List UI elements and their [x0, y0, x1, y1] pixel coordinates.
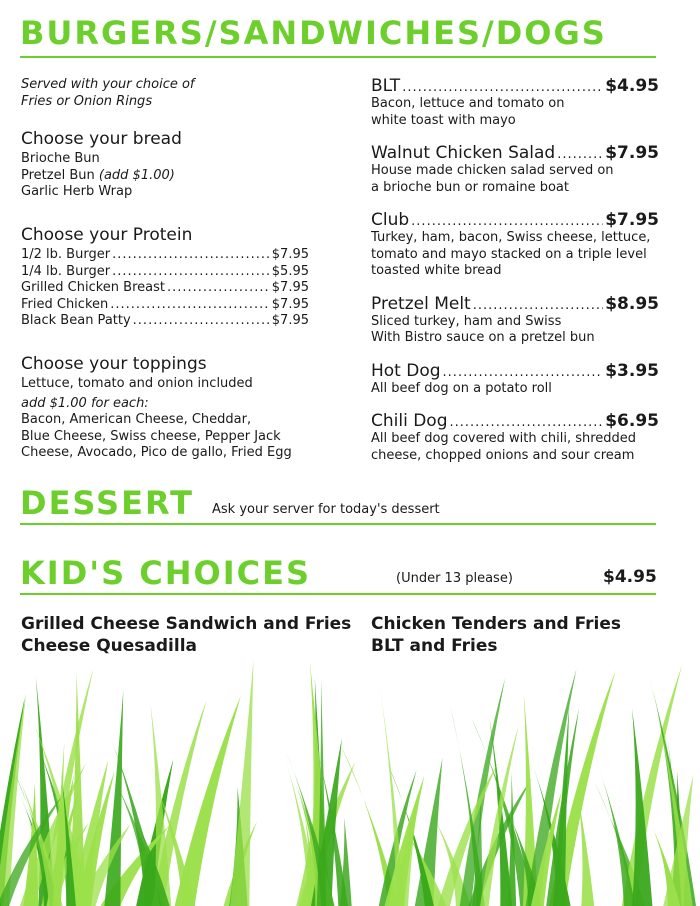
protein-name: 1/2 lb. Burger [21, 247, 111, 262]
menu-item-price: $6.95 [605, 411, 659, 431]
dot-leader [112, 264, 270, 281]
kids-item: BLT and Fries [371, 636, 498, 656]
dot-leader [112, 247, 270, 264]
bread-title: Choose your bread [21, 129, 182, 149]
grass-blade [340, 817, 352, 906]
kids-item: Chicken Tenders and Fries [371, 614, 622, 634]
protein-name: Black Bean Patty [21, 313, 131, 328]
kids-right-list [371, 613, 621, 657]
served-note [21, 77, 195, 110]
dessert-note: Ask your server for today's dessert [212, 502, 440, 517]
dot-leader [411, 214, 603, 229]
kids-price: $4.95 [603, 567, 657, 587]
menu-item-price: $8.95 [605, 293, 659, 314]
menu-item-price: $7.95 [605, 143, 659, 163]
menu-item-desc: Bacon, lettuce and tomato on [371, 96, 565, 111]
grass-blade [578, 796, 594, 906]
bread-item: Garlic Herb Wrap [21, 184, 133, 199]
protein-price: $7.95 [271, 247, 309, 262]
menu-item-desc: House made chicken salad served on [371, 163, 614, 178]
bread-item-note: (add $1.00) [98, 167, 175, 183]
toppings-line: Bacon, American Cheese, Cheddar, [21, 412, 252, 427]
grass-illustration [0, 655, 700, 906]
dot-leader [133, 313, 270, 330]
kids-divider [20, 593, 656, 595]
protein-item [21, 313, 309, 330]
menu-item [371, 76, 659, 129]
menu-item-header [371, 143, 659, 163]
menu-item-price: $7.95 [605, 210, 659, 230]
grass-blade [385, 776, 425, 906]
menu-item-name: Walnut Chicken Salad [371, 143, 556, 163]
bread-section [21, 129, 321, 201]
dot-leader [443, 365, 604, 380]
menu-item-desc: All beef dog covered with chili, shredded [371, 431, 637, 446]
protein-title: Choose your Protein [21, 225, 193, 245]
menu-item-header [371, 294, 659, 314]
menu-item [371, 361, 659, 398]
menu-item [371, 210, 659, 280]
protein-price: $7.95 [271, 313, 309, 328]
protein-name: Fried Chicken [21, 296, 109, 312]
toppings-title: Choose your toppings [21, 354, 207, 374]
served-note-line-2: Fries or Onion Rings [21, 93, 153, 109]
dot-leader [167, 280, 270, 297]
dessert-heading: DESSERT [20, 484, 194, 522]
grass-blade [599, 767, 635, 906]
menu-item-desc: Turkey, ham, bacon, Swiss cheese, lettuce, [371, 230, 651, 245]
burgers-heading: BURGERS/SANDWICHES/DOGS [20, 14, 607, 52]
protein-item [21, 297, 309, 314]
sandwich-list [371, 76, 659, 478]
menu-item-desc: Sliced turkey, ham and Swiss [371, 313, 562, 329]
toppings-section [21, 354, 341, 462]
served-note-line-1: Served with your choice of [21, 77, 195, 92]
menu-item [371, 143, 659, 196]
protein-price: $5.95 [271, 263, 309, 279]
dot-leader [110, 297, 270, 314]
toppings-line: Cheese, Avocado, Pico de gallo, Fried Egg [21, 445, 292, 460]
menu-item-header [371, 361, 659, 381]
protein-section [21, 225, 309, 330]
bread-item [21, 168, 321, 185]
protein-list [21, 247, 309, 330]
menu-item-name: Pretzel Melt [371, 293, 471, 314]
dot-leader [450, 415, 604, 430]
menu-item-desc: cheese, chopped onions and sour cream [371, 447, 635, 463]
kids-item: Cheese Quesadilla [21, 636, 198, 656]
menu-item-name: Hot Dog [371, 360, 441, 381]
menu-item [371, 411, 659, 464]
bread-item-label: Pretzel Bun [21, 167, 95, 183]
menu-item-name: BLT [371, 76, 401, 96]
menu-item-desc: With Bistro sauce on a pretzel bun [371, 330, 595, 345]
menu-item-header [371, 210, 659, 230]
bread-item: Brioche Bun [21, 151, 100, 166]
dot-leader [473, 298, 604, 313]
menu-item-header [371, 76, 659, 96]
burgers-divider [20, 56, 656, 58]
kids-heading: KID'S CHOICES [20, 554, 312, 592]
protein-name: 1/4 lb. Burger [21, 263, 111, 279]
menu-item-price: $3.95 [605, 360, 659, 381]
menu-item-desc: All beef dog on a potato roll [371, 380, 552, 396]
kids-left-list [21, 613, 351, 657]
menu-item-desc: white toast with mayo [371, 112, 516, 128]
dessert-divider [20, 523, 656, 525]
menu-item-desc: a brioche bun or romaine boat [371, 179, 569, 195]
menu-item-desc: toasted white bread [371, 263, 502, 278]
dot-leader [557, 147, 603, 162]
kids-note: (Under 13 please) [396, 571, 513, 586]
toppings-line: Blue Cheese, Swiss cheese, Pepper Jack [21, 428, 281, 444]
toppings-add-note: add $1.00 for each: [21, 395, 149, 411]
protein-item [21, 264, 309, 281]
menu-item-price: $4.95 [605, 76, 659, 96]
menu-item-header [371, 411, 659, 431]
protein-item [21, 247, 309, 264]
protein-price: $7.95 [271, 296, 309, 312]
menu-item-name: Chili Dog [371, 411, 448, 431]
protein-name: Grilled Chicken Breast [21, 280, 165, 295]
protein-price: $7.95 [271, 280, 309, 295]
dot-leader [402, 80, 603, 95]
kids-item: Grilled Cheese Sandwich and Fries [21, 614, 352, 634]
menu-item-name: Club [371, 210, 410, 230]
menu-item-desc: tomato and mayo stacked on a triple level [371, 246, 647, 262]
protein-item [21, 280, 309, 297]
toppings-included: Lettuce, tomato and onion included [21, 376, 253, 391]
grass-blade [230, 660, 253, 906]
menu-item [371, 294, 659, 347]
